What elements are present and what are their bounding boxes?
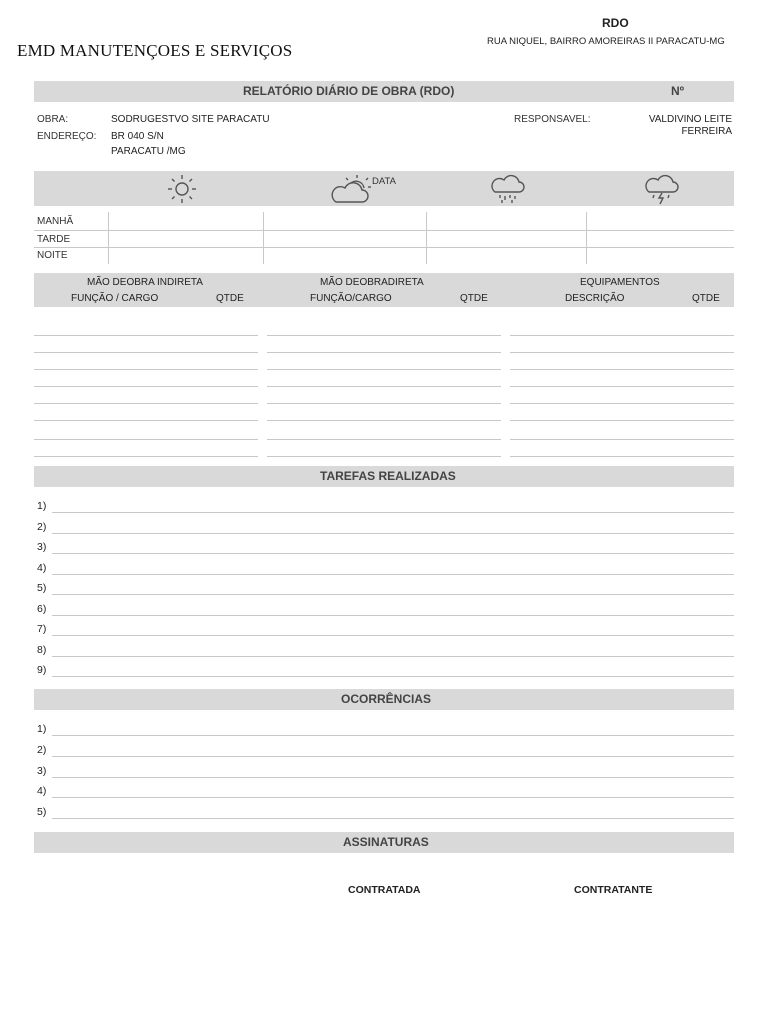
grid-line bbox=[263, 212, 264, 264]
endereco-line1: BR 040 S/N bbox=[111, 131, 164, 142]
rain-cloud-icon bbox=[487, 172, 527, 206]
endereco-label: ENDEREÇO: bbox=[37, 131, 97, 142]
resource-input-line[interactable] bbox=[267, 386, 501, 387]
tarefas-item-line[interactable] bbox=[52, 574, 734, 575]
period-noite: NOITE bbox=[37, 250, 68, 261]
contratada-signature: CONTRATADA bbox=[348, 884, 421, 896]
resource-input-line[interactable] bbox=[267, 420, 501, 421]
sun-icon bbox=[162, 172, 202, 206]
tarefas-item-number: 7) bbox=[37, 623, 47, 635]
resource-input-line[interactable] bbox=[34, 335, 258, 336]
tarefas-item-line[interactable] bbox=[52, 656, 734, 657]
tarefas-item-number: 3) bbox=[37, 541, 47, 553]
ocorrencias-item-line[interactable] bbox=[52, 797, 734, 798]
direta-title: MÃO DEOBRADIRETA bbox=[320, 277, 424, 288]
contratante-signature: CONTRATANTE bbox=[574, 884, 653, 896]
grid-line bbox=[586, 212, 587, 264]
ocorrencias-item-number: 5) bbox=[37, 806, 47, 819]
resource-input-line[interactable] bbox=[34, 439, 258, 440]
responsavel-label: RESPONSAVEL: bbox=[514, 114, 591, 125]
company-name: EMD MANUTENÇOES E SERVIÇOS bbox=[17, 41, 293, 60]
tarefas-item-line[interactable] bbox=[52, 512, 734, 513]
title-bar bbox=[34, 81, 734, 102]
resource-input-line[interactable] bbox=[267, 439, 501, 440]
assinaturas-title: ASSINATURAS bbox=[343, 835, 429, 849]
company-address: RUA NIQUEL, BAIRRO AMOREIRAS II PARACATU-MG bbox=[487, 36, 725, 47]
storm-cloud-icon bbox=[641, 172, 681, 206]
resource-input-line[interactable] bbox=[510, 335, 734, 336]
resource-input-line[interactable] bbox=[510, 420, 734, 421]
tarefas-item-line[interactable] bbox=[52, 676, 734, 677]
report-title: RELATÓRIO DIÁRIO DE OBRA (RDO) bbox=[243, 84, 455, 98]
ocorrencias-item-number: 4) bbox=[37, 785, 47, 798]
resource-input-line[interactable] bbox=[34, 403, 258, 404]
resource-input-line[interactable] bbox=[34, 386, 258, 387]
tarefas-item-number: 4) bbox=[37, 561, 47, 574]
tarefas-item-number: 6) bbox=[37, 602, 47, 615]
tarefas-item-number: 1) bbox=[37, 500, 47, 512]
resource-input-line[interactable] bbox=[510, 352, 734, 353]
direta-col-funcao: FUNÇÃO/CARGO bbox=[310, 293, 392, 304]
ocorrencias-bar bbox=[34, 689, 734, 710]
equipamentos-title: EQUIPAMENTOS bbox=[580, 277, 660, 288]
equipamentos-col-qtde: QTDE bbox=[692, 293, 720, 304]
ocorrencias-title: OCORRÊNCIAS bbox=[341, 692, 432, 706]
report-number-label: Nº bbox=[671, 84, 685, 98]
resource-input-line[interactable] bbox=[267, 456, 501, 457]
ocorrencias-item-line[interactable] bbox=[52, 756, 734, 757]
document-code: RDO bbox=[602, 16, 629, 30]
tarefas-title: TAREFAS REALIZADAS bbox=[320, 469, 456, 483]
indireta-title: MÃO DEOBRA INDIRETA bbox=[87, 277, 203, 288]
tarefas-item-number: 5) bbox=[37, 582, 47, 594]
obra-value: SODRUGESTVO SITE PARACATU bbox=[111, 114, 270, 125]
tarefas-item-number: 9) bbox=[37, 664, 47, 676]
tarefas-item-line[interactable] bbox=[52, 553, 734, 554]
assinaturas-bar bbox=[34, 832, 734, 853]
tarefas-item-line[interactable] bbox=[52, 635, 734, 636]
period-manha: MANHÃ bbox=[37, 216, 74, 227]
resource-input-line[interactable] bbox=[34, 352, 258, 353]
responsavel-line2: FERREIRA bbox=[681, 126, 732, 137]
indireta-col-qtde: QTDE bbox=[216, 293, 244, 304]
ocorrencias-item-line[interactable] bbox=[52, 777, 734, 778]
resource-input-line[interactable] bbox=[267, 369, 501, 370]
indireta-col-funcao: FUNÇÃO / CARGO bbox=[71, 293, 159, 304]
tarefas-bar bbox=[34, 466, 734, 487]
resource-input-line[interactable] bbox=[510, 386, 734, 387]
grid-line bbox=[34, 230, 734, 231]
resource-input-line[interactable] bbox=[34, 456, 258, 457]
resource-input-line[interactable] bbox=[510, 369, 734, 370]
resource-input-line[interactable] bbox=[267, 352, 501, 353]
ocorrencias-item-line[interactable] bbox=[52, 735, 734, 736]
ocorrencias-item-number: 2) bbox=[37, 743, 47, 756]
tarefas-item-line[interactable] bbox=[52, 594, 734, 595]
resource-input-line[interactable] bbox=[510, 439, 734, 440]
ocorrencias-item-number: 3) bbox=[37, 764, 47, 777]
grid-line bbox=[108, 212, 109, 264]
resource-input-line[interactable] bbox=[510, 403, 734, 404]
equipamentos-col-descricao: DESCRIÇÃO bbox=[565, 293, 625, 304]
resource-input-line[interactable] bbox=[34, 420, 258, 421]
ocorrencias-item-line[interactable] bbox=[52, 818, 734, 819]
endereco-line2: PARACATU /MG bbox=[111, 146, 186, 157]
grid-line bbox=[426, 212, 427, 264]
tarefas-item-line[interactable] bbox=[52, 615, 734, 616]
tarefas-item-number: 2) bbox=[37, 520, 47, 533]
tarefas-item-number: 8) bbox=[37, 643, 47, 656]
resource-input-line[interactable] bbox=[34, 369, 258, 370]
ocorrencias-item-number: 1) bbox=[37, 723, 47, 735]
direta-col-qtde: QTDE bbox=[460, 293, 488, 304]
partly-cloudy-icon bbox=[328, 172, 376, 206]
resource-input-line[interactable] bbox=[510, 456, 734, 457]
resource-input-line[interactable] bbox=[267, 403, 501, 404]
period-tarde: TARDE bbox=[37, 234, 71, 245]
obra-label: OBRA: bbox=[37, 114, 69, 125]
tarefas-item-line[interactable] bbox=[52, 533, 734, 534]
resource-input-line[interactable] bbox=[267, 335, 501, 336]
grid-line bbox=[34, 247, 734, 248]
responsavel-line1: VALDIVINO LEITE bbox=[648, 114, 732, 125]
date-label: DATA bbox=[372, 176, 396, 187]
